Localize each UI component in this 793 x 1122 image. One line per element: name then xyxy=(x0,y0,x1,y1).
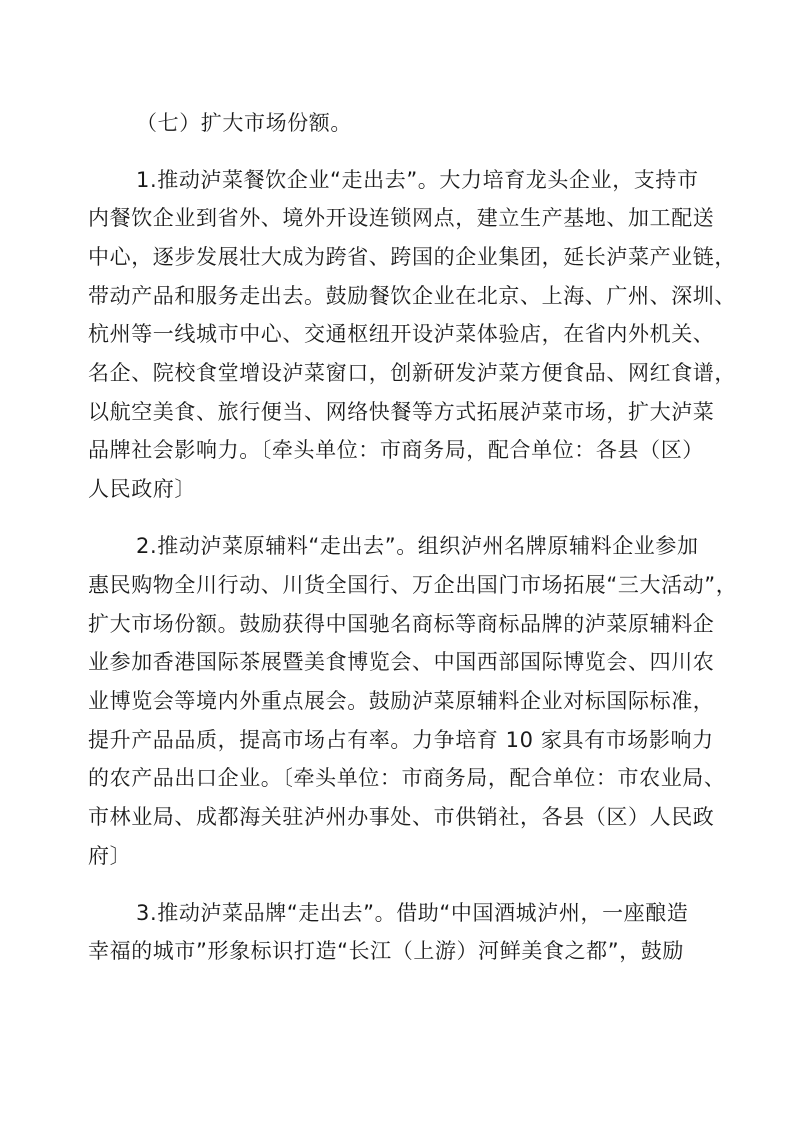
paragraph-line: 的农产品出口企业。〔牵头单位：市商务局，配合单位：市农业局、 xyxy=(88,766,726,790)
paragraph-line: 幸福的城市”形象标识打造“长江（上游）河鲜美食之都”，鼓励 xyxy=(88,939,685,963)
paragraph-line: 以航空美食、旅行便当、网络快餐等方式拓展泸菜市场，扩大泸菜 xyxy=(88,400,715,424)
paragraph-line: 中心，逐步发展壮大成为跨省、跨国的企业集团，延长泸菜产业链， xyxy=(88,245,736,269)
paragraph-line: 杭州等一线城市中心、交通枢纽开设泸菜体验店，在省内外机关、 xyxy=(88,322,715,346)
paragraph-line: 名企、院校食堂增设泸菜窗口，创新研发泸菜方便食品、网红食谱， xyxy=(88,361,736,385)
section-heading: （七）扩大市场份额。 xyxy=(136,111,352,135)
paragraph-line: 带动产品和服务走出去。鼓励餐饮企业在北京、上海、广州、深圳、 xyxy=(88,284,736,308)
paragraph-line: 1.推动泸菜餐饮企业“走出去”。大力培育龙头企业，支持市 xyxy=(136,168,699,192)
paragraph-line: 内餐饮企业到省外、境外开设连锁网点，建立生产基地、加工配送 xyxy=(88,206,715,230)
paragraph-line: 市林业局、成都海关驻泸州办事处、市供销社，各县（区）人民政 xyxy=(88,805,715,829)
paragraph-line: 业博览会等境内外重点展会。鼓励泸菜原辅料企业对标国际标准， xyxy=(88,689,715,713)
paragraph-line: 扩大市场份额。鼓励获得中国驰名商标等商标品牌的泸菜原辅料企 xyxy=(88,612,715,636)
paragraph-line: 人民政府〕 xyxy=(88,477,196,501)
paragraph-line: 2.推动泸菜原辅料“走出去”。组织泸州名牌原辅料企业参加 xyxy=(136,534,699,558)
paragraph-line: 3.推动泸菜品牌“走出去”。借助“中国酒城泸州，一座酿造 xyxy=(136,901,689,925)
paragraph-line: 品牌社会影响力。〔牵头单位：市商务局，配合单位：各县（区） xyxy=(88,438,704,462)
paragraph-line: 府〕 xyxy=(88,844,132,868)
paragraph-line: 提升产品品质，提高市场占有率。力争培育 10 家具有市场影响力 xyxy=(88,728,714,752)
paragraph-line: 业参加香港国际茶展暨美食博览会、中国西部国际博览会、四川农 xyxy=(88,650,715,674)
paragraph-line: 惠民购物全川行动、川货全国行、万企出国门市场拓展“三大活动”， xyxy=(88,573,738,597)
